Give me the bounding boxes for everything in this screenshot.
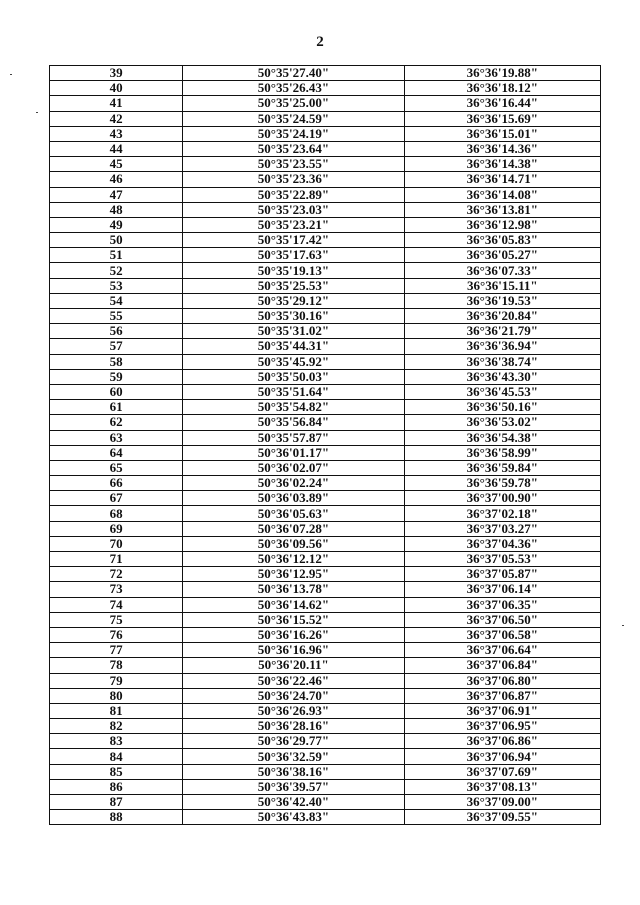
longitude-cell: 36°36'15.11" <box>404 278 600 293</box>
point-number-cell: 73 <box>50 582 183 597</box>
longitude-cell: 36°36'14.71" <box>404 172 600 187</box>
table-row <box>50 749 601 764</box>
point-number-cell: 65 <box>50 460 183 475</box>
latitude-cell: 50°35'57.87" <box>183 430 404 445</box>
longitude-cell: 36°37'04.36" <box>404 536 600 551</box>
point-number-cell: 42 <box>50 111 183 126</box>
point-number-cell: 43 <box>50 126 183 141</box>
longitude-cell: 36°37'09.55" <box>404 810 600 825</box>
point-number-cell: 39 <box>50 66 183 81</box>
latitude-cell: 50°36'24.70" <box>183 688 404 703</box>
longitude-cell: 36°36'14.38" <box>404 157 600 172</box>
table-row <box>50 597 601 612</box>
latitude-cell: 50°36'42.40" <box>183 795 404 810</box>
latitude-cell: 50°35'27.40" <box>183 66 404 81</box>
longitude-cell: 36°36'59.84" <box>404 460 600 475</box>
longitude-cell: 36°37'08.13" <box>404 779 600 794</box>
latitude-cell: 50°35'25.00" <box>183 96 404 111</box>
table-row <box>50 582 601 597</box>
longitude-cell: 36°37'06.50" <box>404 612 600 627</box>
scan-speck <box>622 625 624 626</box>
latitude-cell: 50°36'05.63" <box>183 506 404 521</box>
longitude-cell: 36°37'06.14" <box>404 582 600 597</box>
table-row <box>50 126 601 141</box>
point-number-cell: 47 <box>50 187 183 202</box>
latitude-cell: 50°36'28.16" <box>183 719 404 734</box>
latitude-cell: 50°35'23.21" <box>183 217 404 232</box>
table-row <box>50 779 601 794</box>
longitude-cell: 36°37'06.58" <box>404 627 600 642</box>
latitude-cell: 50°36'09.56" <box>183 536 404 551</box>
longitude-cell: 36°36'38.74" <box>404 354 600 369</box>
latitude-cell: 50°36'16.96" <box>183 643 404 658</box>
longitude-cell: 36°36'07.33" <box>404 263 600 278</box>
point-number-cell: 85 <box>50 764 183 779</box>
table-row <box>50 187 601 202</box>
latitude-cell: 50°36'38.16" <box>183 764 404 779</box>
table-row <box>50 354 601 369</box>
latitude-cell: 50°36'15.52" <box>183 612 404 627</box>
longitude-cell: 36°36'36.94" <box>404 339 600 354</box>
point-number-cell: 54 <box>50 293 183 308</box>
table-row <box>50 521 601 536</box>
latitude-cell: 50°35'44.31" <box>183 339 404 354</box>
longitude-cell: 36°37'06.87" <box>404 688 600 703</box>
point-number-cell: 63 <box>50 430 183 445</box>
table-row <box>50 324 601 339</box>
scan-speck <box>36 112 38 113</box>
latitude-cell: 50°35'54.82" <box>183 400 404 415</box>
longitude-cell: 36°36'19.88" <box>404 66 600 81</box>
point-number-cell: 87 <box>50 795 183 810</box>
longitude-cell: 36°37'06.35" <box>404 597 600 612</box>
table-row <box>50 673 601 688</box>
latitude-cell: 50°36'13.78" <box>183 582 404 597</box>
latitude-cell: 50°36'26.93" <box>183 703 404 718</box>
point-number-cell: 61 <box>50 400 183 415</box>
coordinates-table-body <box>50 66 601 825</box>
latitude-cell: 50°35'45.92" <box>183 354 404 369</box>
point-number-cell: 70 <box>50 536 183 551</box>
table-row <box>50 141 601 156</box>
point-number-cell: 76 <box>50 627 183 642</box>
table-row <box>50 66 601 81</box>
latitude-cell: 50°35'23.36" <box>183 172 404 187</box>
longitude-cell: 36°37'00.90" <box>404 491 600 506</box>
latitude-cell: 50°35'26.43" <box>183 81 404 96</box>
point-number-cell: 57 <box>50 339 183 354</box>
longitude-cell: 36°36'59.78" <box>404 476 600 491</box>
table-row <box>50 172 601 187</box>
longitude-cell: 36°36'19.53" <box>404 293 600 308</box>
table-row <box>50 688 601 703</box>
latitude-cell: 50°35'24.59" <box>183 111 404 126</box>
latitude-cell: 50°35'50.03" <box>183 369 404 384</box>
table-row <box>50 536 601 551</box>
point-number-cell: 50 <box>50 233 183 248</box>
coordinates-table <box>49 65 601 825</box>
latitude-cell: 50°36'29.77" <box>183 734 404 749</box>
point-number-cell: 56 <box>50 324 183 339</box>
longitude-cell: 36°37'03.27" <box>404 521 600 536</box>
table-row <box>50 764 601 779</box>
longitude-cell: 36°36'15.69" <box>404 111 600 126</box>
table-row <box>50 506 601 521</box>
point-number-cell: 72 <box>50 567 183 582</box>
table-row <box>50 476 601 491</box>
latitude-cell: 50°35'24.19" <box>183 126 404 141</box>
longitude-cell: 36°36'18.12" <box>404 81 600 96</box>
latitude-cell: 50°36'43.83" <box>183 810 404 825</box>
latitude-cell: 50°35'23.03" <box>183 202 404 217</box>
latitude-cell: 50°35'30.16" <box>183 309 404 324</box>
point-number-cell: 59 <box>50 369 183 384</box>
point-number-cell: 53 <box>50 278 183 293</box>
table-row <box>50 278 601 293</box>
latitude-cell: 50°36'12.12" <box>183 552 404 567</box>
longitude-cell: 36°37'02.18" <box>404 506 600 521</box>
longitude-cell: 36°37'05.87" <box>404 567 600 582</box>
longitude-cell: 36°37'06.64" <box>404 643 600 658</box>
latitude-cell: 50°35'56.84" <box>183 415 404 430</box>
latitude-cell: 50°36'32.59" <box>183 749 404 764</box>
point-number-cell: 48 <box>50 202 183 217</box>
longitude-cell: 36°36'54.38" <box>404 430 600 445</box>
latitude-cell: 50°35'17.42" <box>183 233 404 248</box>
table-row <box>50 202 601 217</box>
table-row <box>50 445 601 460</box>
table-row <box>50 400 601 415</box>
table-row <box>50 643 601 658</box>
table-row <box>50 293 601 308</box>
table-row <box>50 552 601 567</box>
point-number-cell: 80 <box>50 688 183 703</box>
table-row <box>50 233 601 248</box>
latitude-cell: 50°35'31.02" <box>183 324 404 339</box>
point-number-cell: 75 <box>50 612 183 627</box>
point-number-cell: 62 <box>50 415 183 430</box>
point-number-cell: 66 <box>50 476 183 491</box>
longitude-cell: 36°36'13.81" <box>404 202 600 217</box>
point-number-cell: 69 <box>50 521 183 536</box>
point-number-cell: 58 <box>50 354 183 369</box>
latitude-cell: 50°36'39.57" <box>183 779 404 794</box>
latitude-cell: 50°35'23.64" <box>183 141 404 156</box>
table-row <box>50 795 601 810</box>
longitude-cell: 36°36'12.98" <box>404 217 600 232</box>
longitude-cell: 36°36'50.16" <box>404 400 600 415</box>
point-number-cell: 49 <box>50 217 183 232</box>
table-row <box>50 430 601 445</box>
latitude-cell: 50°36'01.17" <box>183 445 404 460</box>
point-number-cell: 81 <box>50 703 183 718</box>
table-row <box>50 491 601 506</box>
longitude-cell: 36°36'58.99" <box>404 445 600 460</box>
point-number-cell: 88 <box>50 810 183 825</box>
scan-speck <box>10 74 12 75</box>
longitude-cell: 36°36'14.08" <box>404 187 600 202</box>
point-number-cell: 79 <box>50 673 183 688</box>
table-row <box>50 415 601 430</box>
latitude-cell: 50°36'20.11" <box>183 658 404 673</box>
point-number-cell: 51 <box>50 248 183 263</box>
latitude-cell: 50°35'25.53" <box>183 278 404 293</box>
point-number-cell: 67 <box>50 491 183 506</box>
latitude-cell: 50°36'22.46" <box>183 673 404 688</box>
table-row <box>50 460 601 475</box>
point-number-cell: 64 <box>50 445 183 460</box>
point-number-cell: 86 <box>50 779 183 794</box>
table-row <box>50 157 601 172</box>
table-row <box>50 309 601 324</box>
point-number-cell: 68 <box>50 506 183 521</box>
longitude-cell: 36°37'06.86" <box>404 734 600 749</box>
table-row <box>50 111 601 126</box>
table-row <box>50 658 601 673</box>
point-number-cell: 84 <box>50 749 183 764</box>
latitude-cell: 50°36'03.89" <box>183 491 404 506</box>
point-number-cell: 60 <box>50 384 183 399</box>
latitude-cell: 50°35'19.13" <box>183 263 404 278</box>
latitude-cell: 50°35'23.55" <box>183 157 404 172</box>
longitude-cell: 36°36'05.83" <box>404 233 600 248</box>
table-row <box>50 719 601 734</box>
longitude-cell: 36°36'20.84" <box>404 309 600 324</box>
longitude-cell: 36°37'07.69" <box>404 764 600 779</box>
table-row <box>50 384 601 399</box>
longitude-cell: 36°37'06.94" <box>404 749 600 764</box>
latitude-cell: 50°35'29.12" <box>183 293 404 308</box>
longitude-cell: 36°37'06.91" <box>404 703 600 718</box>
point-number-cell: 41 <box>50 96 183 111</box>
longitude-cell: 36°37'06.80" <box>404 673 600 688</box>
table-row <box>50 734 601 749</box>
table-row <box>50 339 601 354</box>
point-number-cell: 82 <box>50 719 183 734</box>
latitude-cell: 50°35'17.63" <box>183 248 404 263</box>
table-row <box>50 263 601 278</box>
longitude-cell: 36°36'14.36" <box>404 141 600 156</box>
table-row <box>50 810 601 825</box>
latitude-cell: 50°36'12.95" <box>183 567 404 582</box>
longitude-cell: 36°36'45.53" <box>404 384 600 399</box>
table-row <box>50 567 601 582</box>
table-row <box>50 612 601 627</box>
table-row <box>50 369 601 384</box>
latitude-cell: 50°35'51.64" <box>183 384 404 399</box>
table-row <box>50 627 601 642</box>
longitude-cell: 36°37'06.95" <box>404 719 600 734</box>
longitude-cell: 36°37'09.00" <box>404 795 600 810</box>
longitude-cell: 36°37'05.53" <box>404 552 600 567</box>
point-number-cell: 71 <box>50 552 183 567</box>
point-number-cell: 52 <box>50 263 183 278</box>
table-row <box>50 81 601 96</box>
point-number-cell: 46 <box>50 172 183 187</box>
point-number-cell: 83 <box>50 734 183 749</box>
point-number-cell: 78 <box>50 658 183 673</box>
longitude-cell: 36°36'16.44" <box>404 96 600 111</box>
longitude-cell: 36°36'05.27" <box>404 248 600 263</box>
point-number-cell: 40 <box>50 81 183 96</box>
longitude-cell: 36°36'43.30" <box>404 369 600 384</box>
latitude-cell: 50°36'16.26" <box>183 627 404 642</box>
point-number-cell: 44 <box>50 141 183 156</box>
latitude-cell: 50°35'22.89" <box>183 187 404 202</box>
latitude-cell: 50°36'07.28" <box>183 521 404 536</box>
point-number-cell: 45 <box>50 157 183 172</box>
table-row <box>50 217 601 232</box>
table-row <box>50 703 601 718</box>
longitude-cell: 36°36'53.02" <box>404 415 600 430</box>
latitude-cell: 50°36'02.07" <box>183 460 404 475</box>
page-number: 2 <box>316 34 324 50</box>
table-row <box>50 96 601 111</box>
table-row <box>50 248 601 263</box>
point-number-cell: 74 <box>50 597 183 612</box>
longitude-cell: 36°37'06.84" <box>404 658 600 673</box>
longitude-cell: 36°36'21.79" <box>404 324 600 339</box>
longitude-cell: 36°36'15.01" <box>404 126 600 141</box>
point-number-cell: 55 <box>50 309 183 324</box>
latitude-cell: 50°36'14.62" <box>183 597 404 612</box>
point-number-cell: 77 <box>50 643 183 658</box>
latitude-cell: 50°36'02.24" <box>183 476 404 491</box>
